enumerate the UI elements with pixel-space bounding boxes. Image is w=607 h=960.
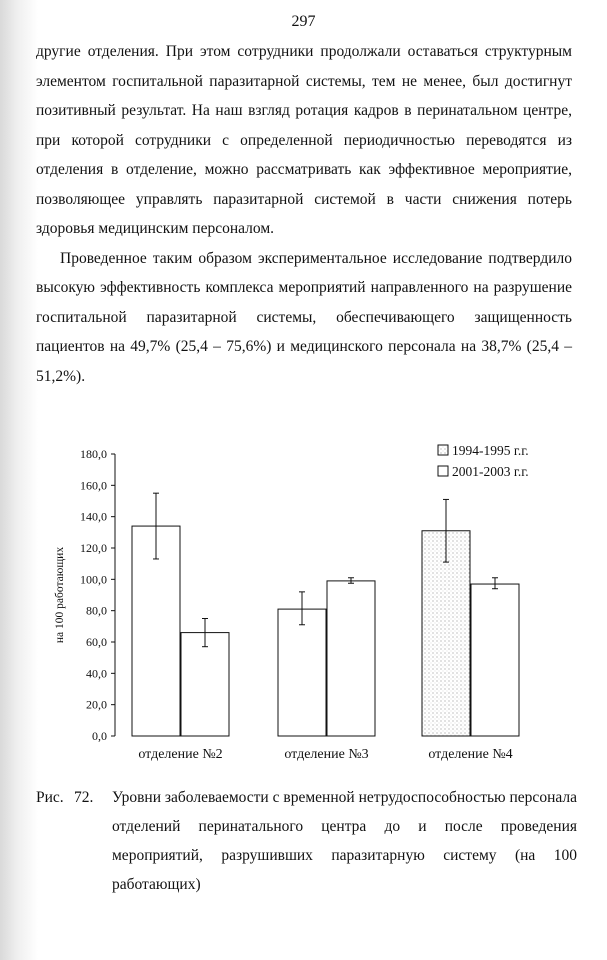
y-tick-label: 60,0 xyxy=(86,635,107,649)
page-number: 297 xyxy=(291,13,316,30)
y-tick-label: 120,0 xyxy=(80,541,107,555)
caption-label: Рис. xyxy=(36,789,64,806)
y-tick-label: 100,0 xyxy=(80,572,107,587)
scan-edge-shadow xyxy=(0,0,38,960)
legend-swatch-1 xyxy=(438,445,448,455)
y-tick-label: 160,0 xyxy=(80,478,107,493)
legend-swatch-2 xyxy=(438,466,448,476)
y-tick-label: 140,0 xyxy=(80,509,107,524)
y-tick-label: 0,0 xyxy=(92,729,107,743)
legend-label-2: 2001-2003 г.г. xyxy=(452,464,529,479)
category-label: отделение №4 xyxy=(428,747,513,762)
caption-number: 72. xyxy=(74,789,94,806)
paragraph-1: другие отделения. При этом сотрудники продолжали оставаться структурным элементом госпитальной паразитарной системы, тем не менее, был достигнут позитивный результат. На наш взгляд ротация кадров в перинатальном центре, при которой сотрудники с определенной периодичностью переводятся из отделения в отделение, можно рассматривать как эффективное мероприятие, позволяющее управлять паразитарной системой в части снижения потерь здоровья медицинским персоналом. xyxy=(36,43,572,237)
bar-2-series-2 xyxy=(327,581,375,736)
legend-label-1: 1994-1995 г.г. xyxy=(452,443,529,458)
y-tick-label: 20,0 xyxy=(86,697,107,712)
y-tick-label: 40,0 xyxy=(86,666,107,681)
y-tick-label: 80,0 xyxy=(86,603,107,618)
bar-2-series-1 xyxy=(278,609,326,736)
bar-1-series-2 xyxy=(181,633,229,736)
category-label: отделение №2 xyxy=(138,747,223,762)
category-label: отделение №3 xyxy=(284,747,369,762)
bar-3-series-2 xyxy=(471,584,519,736)
body-text xyxy=(36,37,572,391)
bar-chart xyxy=(40,436,585,776)
figure-caption xyxy=(36,783,577,899)
caption-text: Уровни заболеваемости с временной нетрудоспособностью персонала отделений перинатального центра до и после проведения мероприятий, разрушивших паразитарную систему (на 100 работающих) xyxy=(112,789,577,893)
paragraph-2: Проведенное таким образом экспериментальное исследование подтвердило высокую эффективность комплекса мероприятий направленного на разрушение госпитальной паразитарной системы, обеспечивающего защищенность пациентов на 49,7% (25,4 – 75,6%) и медицинского персонала на 38,7% (25,4 – 51,2%). xyxy=(36,249,572,385)
y-tick-label: 180,0 xyxy=(80,447,107,461)
y-axis-label: на 100 работающих xyxy=(54,546,66,644)
